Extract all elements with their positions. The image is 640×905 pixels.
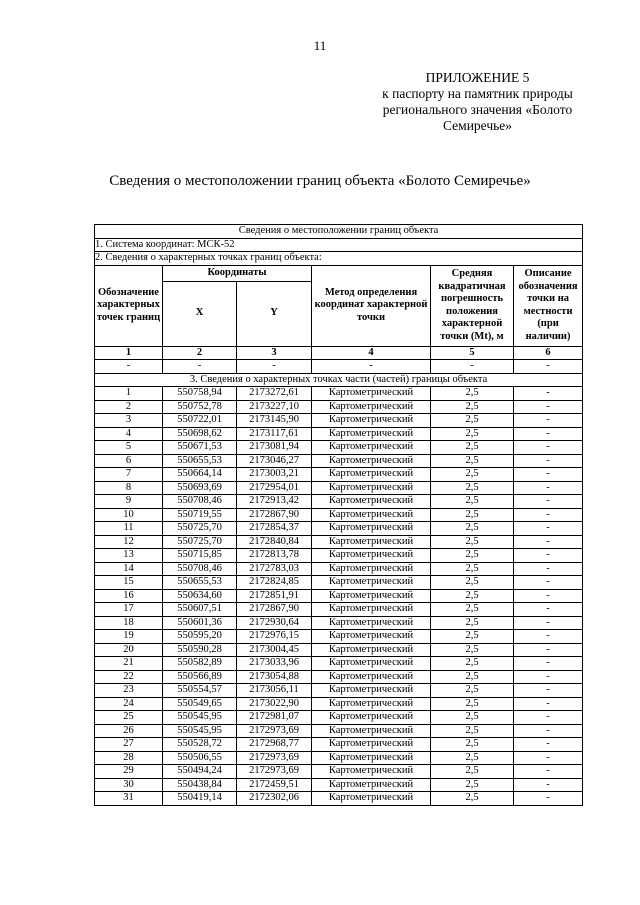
point-number-cell: 2 <box>95 400 163 414</box>
document-title: Сведения о местоположении границ объекта «Болото Семиречье» <box>109 173 531 189</box>
method-cell: Картометрический <box>312 697 431 711</box>
column-number: 3 <box>237 346 312 360</box>
table-row <box>95 711 583 725</box>
dash-cell: - <box>163 360 237 374</box>
method-cell: Картометрический <box>312 508 431 522</box>
accuracy-cell: 2,5 <box>431 711 514 725</box>
y-coordinate-cell: 2173022,90 <box>237 697 312 711</box>
x-coordinate-cell: 550725,70 <box>163 522 237 536</box>
method-cell: Картометрический <box>312 657 431 671</box>
dash-cell: - <box>431 360 514 374</box>
appendix-line: к паспорту на памятник природы <box>382 86 573 101</box>
description-cell: - <box>514 616 583 630</box>
accuracy-cell: 2,5 <box>431 400 514 414</box>
accuracy-cell: 2,5 <box>431 670 514 684</box>
appendix-line: Семиречье» <box>442 118 513 133</box>
x-coordinate-cell: 550693,69 <box>163 481 237 495</box>
description-cell: - <box>514 751 583 765</box>
header-coordinates: Координаты <box>163 265 312 281</box>
accuracy-cell: 2,5 <box>431 603 514 617</box>
method-cell: Картометрический <box>312 441 431 455</box>
y-coordinate-cell: 2172851,91 <box>237 589 312 603</box>
y-coordinate-cell: 2172930,64 <box>237 616 312 630</box>
description-cell: - <box>514 400 583 414</box>
description-cell: - <box>514 576 583 590</box>
table-row <box>95 616 583 630</box>
table-row <box>95 508 583 522</box>
dash-cell: - <box>514 360 583 374</box>
x-coordinate-cell: 550506,55 <box>163 751 237 765</box>
y-coordinate-cell: 2172981,07 <box>237 711 312 725</box>
appendix-line: регионального значения «Болото <box>382 102 573 117</box>
table-row <box>95 387 583 401</box>
table-row <box>95 414 583 428</box>
y-coordinate-cell: 2172867,90 <box>237 603 312 617</box>
x-coordinate-cell: 550671,53 <box>163 441 237 455</box>
accuracy-cell: 2,5 <box>431 616 514 630</box>
column-number: 2 <box>163 346 237 360</box>
dash-cell: - <box>237 360 312 374</box>
table-row <box>95 778 583 792</box>
method-cell: Картометрический <box>312 778 431 792</box>
accuracy-cell: 2,5 <box>431 724 514 738</box>
x-coordinate-cell: 550719,55 <box>163 508 237 522</box>
dash-cell: - <box>312 360 431 374</box>
y-coordinate-cell: 2173272,61 <box>237 387 312 401</box>
point-number-cell: 9 <box>95 495 163 509</box>
accuracy-cell: 2,5 <box>431 792 514 806</box>
point-number-cell: 18 <box>95 616 163 630</box>
method-cell: Картометрический <box>312 495 431 509</box>
x-coordinate-cell: 550494,24 <box>163 765 237 779</box>
x-coordinate-cell: 550438,84 <box>163 778 237 792</box>
header-description: Описание обозначения точки на местности (при наличии) <box>514 265 583 346</box>
method-cell: Картометрический <box>312 481 431 495</box>
point-number-cell: 15 <box>95 576 163 590</box>
header-accuracy: Средняя квадратичная погрешность положения характерной точки (Mt), м <box>431 265 514 346</box>
table-row <box>95 589 583 603</box>
y-coordinate-cell: 2172973,69 <box>237 724 312 738</box>
point-number-cell: 4 <box>95 427 163 441</box>
description-cell: - <box>514 603 583 617</box>
x-coordinate-cell: 550758,94 <box>163 387 237 401</box>
accuracy-cell: 2,5 <box>431 589 514 603</box>
accuracy-cell: 2,5 <box>431 738 514 752</box>
y-coordinate-cell: 2172973,69 <box>237 765 312 779</box>
accuracy-cell: 2,5 <box>431 684 514 698</box>
method-cell: Картометрический <box>312 616 431 630</box>
description-cell: - <box>514 630 583 644</box>
method-cell: Картометрический <box>312 589 431 603</box>
x-coordinate-cell: 550634,60 <box>163 589 237 603</box>
accuracy-cell: 2,5 <box>431 387 514 401</box>
description-cell: - <box>514 697 583 711</box>
method-cell: Картометрический <box>312 792 431 806</box>
method-cell: Картометрический <box>312 603 431 617</box>
accuracy-cell: 2,5 <box>431 495 514 509</box>
x-coordinate-cell: 550595,20 <box>163 630 237 644</box>
y-coordinate-cell: 2172813,78 <box>237 549 312 563</box>
x-coordinate-cell: 550752,78 <box>163 400 237 414</box>
x-coordinate-cell: 550528,72 <box>163 738 237 752</box>
method-cell: Картометрический <box>312 576 431 590</box>
y-coordinate-cell: 2172867,90 <box>237 508 312 522</box>
y-coordinate-cell: 2172973,69 <box>237 751 312 765</box>
description-cell: - <box>514 535 583 549</box>
accuracy-cell: 2,5 <box>431 657 514 671</box>
description-cell: - <box>514 670 583 684</box>
point-number-cell: 25 <box>95 711 163 725</box>
x-coordinate-cell: 550715,85 <box>163 549 237 563</box>
point-number-cell: 28 <box>95 751 163 765</box>
table-row <box>95 603 583 617</box>
accuracy-cell: 2,5 <box>431 508 514 522</box>
table-row <box>95 792 583 806</box>
accuracy-cell: 2,5 <box>431 441 514 455</box>
table-row <box>95 562 583 576</box>
method-cell: Картометрический <box>312 414 431 428</box>
x-coordinate-cell: 550725,70 <box>163 535 237 549</box>
x-coordinate-cell: 550419,14 <box>163 792 237 806</box>
point-number-cell: 6 <box>95 454 163 468</box>
point-number-cell: 31 <box>95 792 163 806</box>
table-row <box>95 684 583 698</box>
x-coordinate-cell: 550601,36 <box>163 616 237 630</box>
header-method: Метод определения координат характерной точки <box>312 265 431 346</box>
table-row <box>95 549 583 563</box>
method-cell: Картометрический <box>312 711 431 725</box>
point-number-cell: 13 <box>95 549 163 563</box>
table-row <box>95 657 583 671</box>
description-cell: - <box>514 427 583 441</box>
point-number-cell: 10 <box>95 508 163 522</box>
y-coordinate-cell: 2173227,10 <box>237 400 312 414</box>
accuracy-cell: 2,5 <box>431 454 514 468</box>
point-number-cell: 16 <box>95 589 163 603</box>
table-row <box>95 441 583 455</box>
point-number-cell: 14 <box>95 562 163 576</box>
point-number-cell: 8 <box>95 481 163 495</box>
x-coordinate-cell: 550545,95 <box>163 724 237 738</box>
description-cell: - <box>514 441 583 455</box>
dash-cell: - <box>95 360 163 374</box>
y-coordinate-cell: 2172968,77 <box>237 738 312 752</box>
point-number-cell: 23 <box>95 684 163 698</box>
y-coordinate-cell: 2172459,51 <box>237 778 312 792</box>
description-cell: - <box>514 387 583 401</box>
points-table-body <box>95 387 583 806</box>
section3-row: 3. Сведения о характерных точках части (частей) границы объекта <box>95 373 583 387</box>
point-number-cell: 22 <box>95 670 163 684</box>
table-row <box>95 468 583 482</box>
method-cell: Картометрический <box>312 400 431 414</box>
point-number-cell: 19 <box>95 630 163 644</box>
table-row <box>95 481 583 495</box>
table-row <box>95 643 583 657</box>
table-row <box>95 670 583 684</box>
accuracy-cell: 2,5 <box>431 643 514 657</box>
description-cell: - <box>514 778 583 792</box>
appendix-line: ПРИЛОЖЕНИЕ 5 <box>425 70 530 85</box>
description-cell: - <box>514 522 583 536</box>
point-number-cell: 29 <box>95 765 163 779</box>
description-cell: - <box>514 684 583 698</box>
method-cell: Картометрический <box>312 454 431 468</box>
method-cell: Картометрический <box>312 684 431 698</box>
description-cell: - <box>514 495 583 509</box>
y-coordinate-cell: 2172783,03 <box>237 562 312 576</box>
coordinates-table <box>94 224 583 806</box>
page-number: 11 <box>313 38 327 53</box>
accuracy-cell: 2,5 <box>431 751 514 765</box>
accuracy-cell: 2,5 <box>431 562 514 576</box>
point-number-cell: 26 <box>95 724 163 738</box>
method-cell: Картометрический <box>312 522 431 536</box>
point-number-cell: 27 <box>95 738 163 752</box>
y-coordinate-cell: 2173117,61 <box>237 427 312 441</box>
accuracy-cell: 2,5 <box>431 697 514 711</box>
x-coordinate-cell: 550545,95 <box>163 711 237 725</box>
accuracy-cell: 2,5 <box>431 427 514 441</box>
x-coordinate-cell: 550566,89 <box>163 670 237 684</box>
table-row <box>95 535 583 549</box>
accuracy-cell: 2,5 <box>431 549 514 563</box>
description-cell: - <box>514 643 583 657</box>
method-cell: Картометрический <box>312 535 431 549</box>
point-number-cell: 5 <box>95 441 163 455</box>
method-cell: Картометрический <box>312 751 431 765</box>
point-number-cell: 12 <box>95 535 163 549</box>
point-number-cell: 1 <box>95 387 163 401</box>
column-number: 5 <box>431 346 514 360</box>
y-coordinate-cell: 2172913,42 <box>237 495 312 509</box>
description-cell: - <box>514 562 583 576</box>
x-coordinate-cell: 550655,53 <box>163 454 237 468</box>
accuracy-cell: 2,5 <box>431 630 514 644</box>
x-coordinate-cell: 550607,51 <box>163 603 237 617</box>
appendix-header <box>355 70 600 134</box>
table-row <box>95 495 583 509</box>
y-coordinate-cell: 2172954,01 <box>237 481 312 495</box>
point-number-cell: 11 <box>95 522 163 536</box>
y-coordinate-cell: 2173054,88 <box>237 670 312 684</box>
y-coordinate-cell: 2173004,45 <box>237 643 312 657</box>
description-cell: - <box>514 657 583 671</box>
method-cell: Картометрический <box>312 630 431 644</box>
description-cell: - <box>514 724 583 738</box>
y-coordinate-cell: 2172824,85 <box>237 576 312 590</box>
description-cell: - <box>514 589 583 603</box>
x-coordinate-cell: 550722,01 <box>163 414 237 428</box>
x-coordinate-cell: 550554,57 <box>163 684 237 698</box>
y-coordinate-cell: 2173145,90 <box>237 414 312 428</box>
description-cell: - <box>514 792 583 806</box>
description-cell: - <box>514 508 583 522</box>
description-cell: - <box>514 481 583 495</box>
table-row <box>95 751 583 765</box>
accuracy-cell: 2,5 <box>431 522 514 536</box>
table-row <box>95 576 583 590</box>
method-cell: Картометрический <box>312 549 431 563</box>
table-row <box>95 738 583 752</box>
method-cell: Картометрический <box>312 738 431 752</box>
method-cell: Картометрический <box>312 643 431 657</box>
description-cell: - <box>514 468 583 482</box>
method-cell: Картометрический <box>312 670 431 684</box>
header-y: Y <box>237 281 312 346</box>
point-number-cell: 30 <box>95 778 163 792</box>
table-row <box>95 427 583 441</box>
method-cell: Картометрический <box>312 387 431 401</box>
point-number-cell: 3 <box>95 414 163 428</box>
y-coordinate-cell: 2173033,96 <box>237 657 312 671</box>
table-row <box>95 724 583 738</box>
description-cell: - <box>514 765 583 779</box>
point-number-cell: 7 <box>95 468 163 482</box>
column-number: 6 <box>514 346 583 360</box>
y-coordinate-cell: 2173046,27 <box>237 454 312 468</box>
description-cell: - <box>514 711 583 725</box>
y-coordinate-cell: 2173081,94 <box>237 441 312 455</box>
description-cell: - <box>514 454 583 468</box>
column-number: 1 <box>95 346 163 360</box>
points-section-row: 2. Сведения о характерных точках границ объекта: <box>95 252 583 266</box>
accuracy-cell: 2,5 <box>431 576 514 590</box>
point-number-cell: 17 <box>95 603 163 617</box>
x-coordinate-cell: 550708,46 <box>163 562 237 576</box>
y-coordinate-cell: 2172840,84 <box>237 535 312 549</box>
method-cell: Картометрический <box>312 765 431 779</box>
x-coordinate-cell: 550655,53 <box>163 576 237 590</box>
x-coordinate-cell: 550549,65 <box>163 697 237 711</box>
x-coordinate-cell: 550590,28 <box>163 643 237 657</box>
accuracy-cell: 2,5 <box>431 778 514 792</box>
method-cell: Картометрический <box>312 724 431 738</box>
accuracy-cell: 2,5 <box>431 535 514 549</box>
y-coordinate-cell: 2173003,21 <box>237 468 312 482</box>
x-coordinate-cell: 550664,14 <box>163 468 237 482</box>
accuracy-cell: 2,5 <box>431 414 514 428</box>
method-cell: Картометрический <box>312 562 431 576</box>
table-row <box>95 454 583 468</box>
point-number-cell: 21 <box>95 657 163 671</box>
method-cell: Картометрический <box>312 468 431 482</box>
table-row <box>95 697 583 711</box>
description-cell: - <box>514 738 583 752</box>
point-number-cell: 24 <box>95 697 163 711</box>
y-coordinate-cell: 2172976,15 <box>237 630 312 644</box>
table-row <box>95 765 583 779</box>
table-row <box>95 400 583 414</box>
x-coordinate-cell: 550582,89 <box>163 657 237 671</box>
accuracy-cell: 2,5 <box>431 765 514 779</box>
table-caption: Сведения о местоположении границ объекта <box>95 225 583 239</box>
y-coordinate-cell: 2172854,37 <box>237 522 312 536</box>
accuracy-cell: 2,5 <box>431 481 514 495</box>
header-point-name: Обозначение характерных точек границ <box>95 265 163 346</box>
coordinate-system-row: 1. Система координат: МСК-52 <box>95 238 583 252</box>
description-cell: - <box>514 414 583 428</box>
header-x: X <box>163 281 237 346</box>
y-coordinate-cell: 2172302,06 <box>237 792 312 806</box>
description-cell: - <box>514 549 583 563</box>
point-number-cell: 20 <box>95 643 163 657</box>
table-row <box>95 630 583 644</box>
accuracy-cell: 2,5 <box>431 468 514 482</box>
x-coordinate-cell: 550708,46 <box>163 495 237 509</box>
method-cell: Картометрический <box>312 427 431 441</box>
x-coordinate-cell: 550698,62 <box>163 427 237 441</box>
y-coordinate-cell: 2173056,11 <box>237 684 312 698</box>
table-row <box>95 522 583 536</box>
column-number: 4 <box>312 346 431 360</box>
